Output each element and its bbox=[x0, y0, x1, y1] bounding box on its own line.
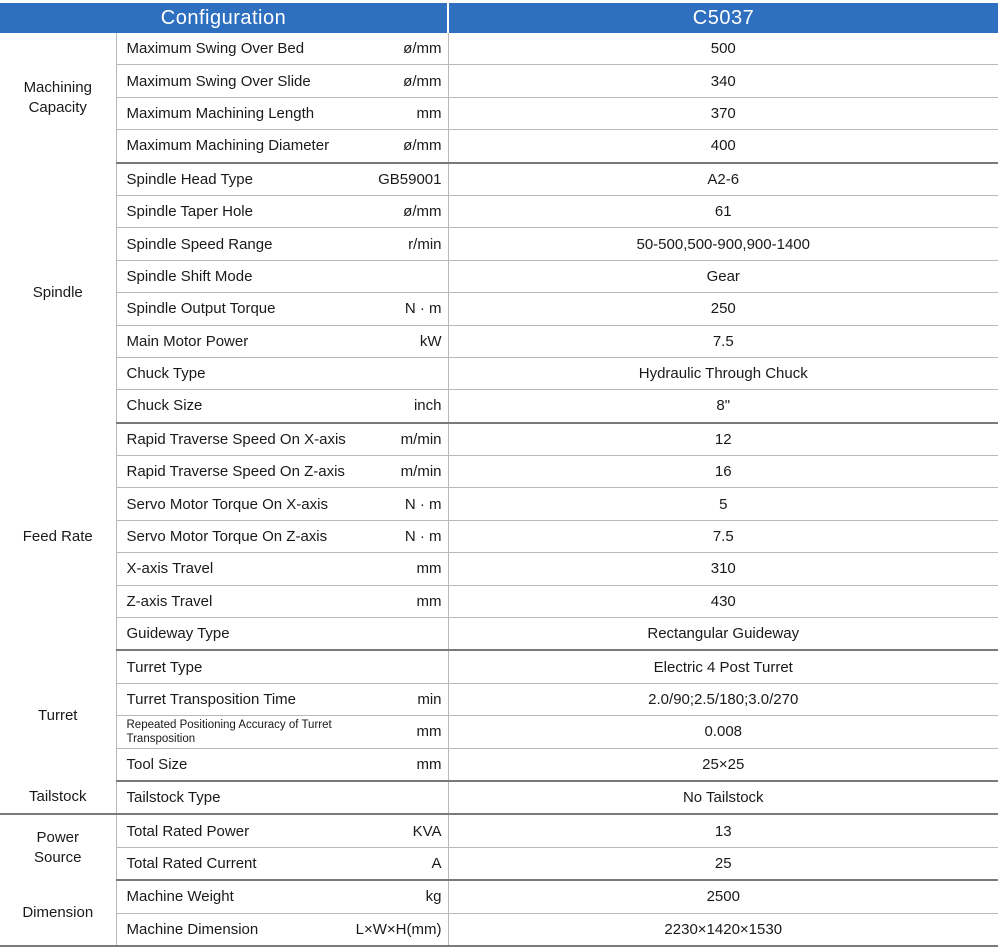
value-cell: Hydraulic Through Chuck bbox=[448, 357, 998, 389]
table-row bbox=[0, 650, 998, 683]
value-cell: 16 bbox=[448, 456, 998, 488]
table-row bbox=[0, 553, 998, 585]
param-unit: ø/mm bbox=[403, 72, 442, 90]
group-name-line: Turret bbox=[38, 706, 78, 724]
table-row bbox=[0, 163, 998, 196]
value-cell: 310 bbox=[448, 553, 998, 585]
value-cell: 2500 bbox=[448, 880, 998, 913]
param-cell bbox=[116, 585, 448, 617]
param-cell bbox=[116, 163, 448, 196]
param-label: Spindle Speed Range bbox=[126, 235, 273, 253]
table-row bbox=[0, 456, 998, 488]
group-name-line: Source bbox=[33, 848, 82, 866]
param-cell bbox=[116, 847, 448, 880]
header-configuration: Configuration bbox=[0, 3, 448, 33]
group-name bbox=[0, 163, 116, 423]
group-name-line: Machining bbox=[23, 78, 92, 96]
param-label: Total Rated Power bbox=[126, 822, 250, 840]
table-row bbox=[0, 748, 998, 781]
table-row bbox=[0, 913, 998, 946]
param-label: Chuck Size bbox=[126, 397, 203, 415]
table-row bbox=[0, 195, 998, 227]
spec-body bbox=[0, 33, 998, 946]
param-cell bbox=[116, 423, 448, 456]
value-cell: 50-500,500-900,900-1400 bbox=[448, 228, 998, 260]
param-label: Spindle Output Torque bbox=[126, 300, 276, 318]
table-row bbox=[0, 683, 998, 715]
value-cell: 12 bbox=[448, 423, 998, 456]
param-unit: min bbox=[417, 691, 442, 708]
param-label: Spindle Head Type bbox=[126, 170, 253, 188]
param-unit: GB59001 bbox=[378, 170, 442, 188]
param-cell bbox=[116, 880, 448, 913]
table-row bbox=[0, 423, 998, 456]
table-row bbox=[0, 847, 998, 880]
param-cell bbox=[116, 33, 448, 65]
param-label: Main Motor Power bbox=[126, 332, 249, 350]
value-cell: 500 bbox=[448, 33, 998, 65]
param-unit: ø/mm bbox=[403, 40, 442, 58]
group-name-line: Power bbox=[36, 828, 80, 846]
value-cell: Gear bbox=[448, 260, 998, 292]
param-label: Maximum Swing Over Slide bbox=[126, 72, 311, 90]
param-label: Maximum Machining Diameter bbox=[126, 137, 330, 155]
param-label: X-axis Travel bbox=[126, 560, 214, 578]
param-cell bbox=[116, 748, 448, 781]
param-unit: kW bbox=[419, 332, 442, 350]
group-name-line: Tailstock bbox=[28, 788, 87, 806]
param-cell bbox=[116, 260, 448, 292]
param-unit: L×W×H(mm) bbox=[355, 920, 442, 938]
param-cell bbox=[116, 357, 448, 389]
table-row bbox=[0, 488, 998, 520]
param-cell bbox=[116, 65, 448, 97]
param-unit: mm bbox=[416, 104, 442, 122]
table-row bbox=[0, 228, 998, 260]
param-label: Turret Type bbox=[126, 658, 203, 676]
value-cell: 0.008 bbox=[448, 716, 998, 748]
param-cell bbox=[116, 781, 448, 814]
value-cell: Rectangular Guideway bbox=[448, 618, 998, 651]
param-label: Servo Motor Torque On Z-axis bbox=[126, 528, 328, 546]
param-unit: N · m bbox=[404, 495, 442, 513]
param-cell bbox=[116, 390, 448, 423]
param-unit: m/min bbox=[400, 430, 442, 448]
param-label: Chuck Type bbox=[126, 365, 206, 383]
param-cell bbox=[116, 293, 448, 325]
param-cell bbox=[116, 488, 448, 520]
value-cell: 2.0/90;2.5/180;3.0/270 bbox=[448, 683, 998, 715]
table-row bbox=[0, 781, 998, 814]
value-cell: 61 bbox=[448, 195, 998, 227]
value-cell: A2-6 bbox=[448, 163, 998, 196]
param-unit: mm bbox=[416, 592, 442, 610]
param-label: Total Rated Current bbox=[126, 854, 257, 872]
table-row bbox=[0, 293, 998, 325]
param-cell bbox=[116, 716, 448, 748]
group-name-line: Dimension bbox=[22, 903, 94, 921]
value-cell: No Tailstock bbox=[448, 781, 998, 814]
value-cell: 340 bbox=[448, 65, 998, 97]
table-row bbox=[0, 716, 998, 748]
group-name-line: Feed Rate bbox=[22, 527, 93, 545]
param-unit: N · m bbox=[404, 528, 442, 546]
group-name bbox=[0, 814, 116, 880]
table-row bbox=[0, 65, 998, 97]
group-name bbox=[0, 33, 116, 163]
table-row bbox=[0, 357, 998, 389]
value-cell: 7.5 bbox=[448, 520, 998, 552]
spec-table bbox=[0, 3, 998, 947]
param-label: Machine Dimension bbox=[126, 920, 259, 938]
param-unit: mm bbox=[416, 755, 442, 773]
param-unit: kg bbox=[425, 888, 442, 906]
param-unit: r/min bbox=[408, 235, 442, 253]
param-label: Rapid Traverse Speed On X-axis bbox=[126, 430, 346, 448]
param-cell bbox=[116, 228, 448, 260]
table-row bbox=[0, 520, 998, 552]
table-header-row bbox=[0, 3, 998, 33]
table-row bbox=[0, 585, 998, 617]
param-cell bbox=[116, 618, 448, 651]
param-label: Maximum Machining Length bbox=[126, 104, 315, 122]
param-cell bbox=[116, 520, 448, 552]
param-cell bbox=[116, 130, 448, 163]
param-label: Turret Transposition Time bbox=[126, 691, 297, 708]
table-row bbox=[0, 390, 998, 423]
param-label: Machine Weight bbox=[126, 888, 234, 906]
param-cell bbox=[116, 195, 448, 227]
table-row bbox=[0, 33, 998, 65]
param-cell bbox=[116, 325, 448, 357]
value-cell: 25×25 bbox=[448, 748, 998, 781]
group-name bbox=[0, 781, 116, 814]
value-cell: 370 bbox=[448, 97, 998, 129]
value-cell: Electric 4 Post Turret bbox=[448, 650, 998, 683]
param-unit: inch bbox=[413, 397, 442, 415]
group-name-line: Capacity bbox=[28, 98, 87, 116]
param-unit: A bbox=[431, 854, 442, 872]
value-cell: 2230×1420×1530 bbox=[448, 913, 998, 946]
param-cell bbox=[116, 814, 448, 847]
table-row bbox=[0, 97, 998, 129]
group-name bbox=[0, 880, 116, 946]
param-label: Z-axis Travel bbox=[126, 592, 213, 610]
table-row bbox=[0, 618, 998, 651]
table-row bbox=[0, 814, 998, 847]
value-cell: 8" bbox=[448, 390, 998, 423]
param-cell bbox=[116, 456, 448, 488]
value-cell: 5 bbox=[448, 488, 998, 520]
param-label: Rapid Traverse Speed On Z-axis bbox=[126, 463, 345, 481]
table-row bbox=[0, 880, 998, 913]
value-cell: 430 bbox=[448, 585, 998, 617]
group-name bbox=[0, 650, 116, 781]
param-label: Tool Size bbox=[126, 755, 188, 773]
header-model: C5037 bbox=[448, 3, 998, 33]
param-label: Repeated Positioning Accuracy of Turret Transposition bbox=[126, 718, 332, 745]
param-unit: ø/mm bbox=[403, 137, 442, 155]
param-cell bbox=[116, 913, 448, 946]
param-label: Servo Motor Torque On X-axis bbox=[126, 495, 328, 513]
param-unit: KVA bbox=[412, 822, 442, 840]
param-label: Maximum Swing Over Bed bbox=[126, 40, 305, 58]
param-cell bbox=[116, 683, 448, 715]
table-row bbox=[0, 130, 998, 163]
param-label: Tailstock Type bbox=[126, 789, 221, 807]
value-cell: 250 bbox=[448, 293, 998, 325]
value-cell: 400 bbox=[448, 130, 998, 163]
param-label: Spindle Shift Mode bbox=[126, 267, 253, 285]
param-unit: mm bbox=[416, 723, 442, 741]
value-cell: 25 bbox=[448, 847, 998, 880]
value-cell: 13 bbox=[448, 814, 998, 847]
table-row bbox=[0, 260, 998, 292]
param-unit: ø/mm bbox=[403, 203, 442, 221]
param-cell bbox=[116, 553, 448, 585]
param-unit: N · m bbox=[404, 300, 442, 318]
param-cell bbox=[116, 97, 448, 129]
table-row bbox=[0, 325, 998, 357]
value-cell: 7.5 bbox=[448, 325, 998, 357]
param-unit: mm bbox=[416, 560, 442, 578]
group-name-line: Spindle bbox=[32, 283, 83, 301]
param-cell bbox=[116, 650, 448, 683]
param-label: Guideway Type bbox=[126, 625, 230, 643]
group-name bbox=[0, 423, 116, 651]
param-label: Spindle Taper Hole bbox=[126, 203, 253, 221]
param-unit: m/min bbox=[400, 463, 442, 481]
